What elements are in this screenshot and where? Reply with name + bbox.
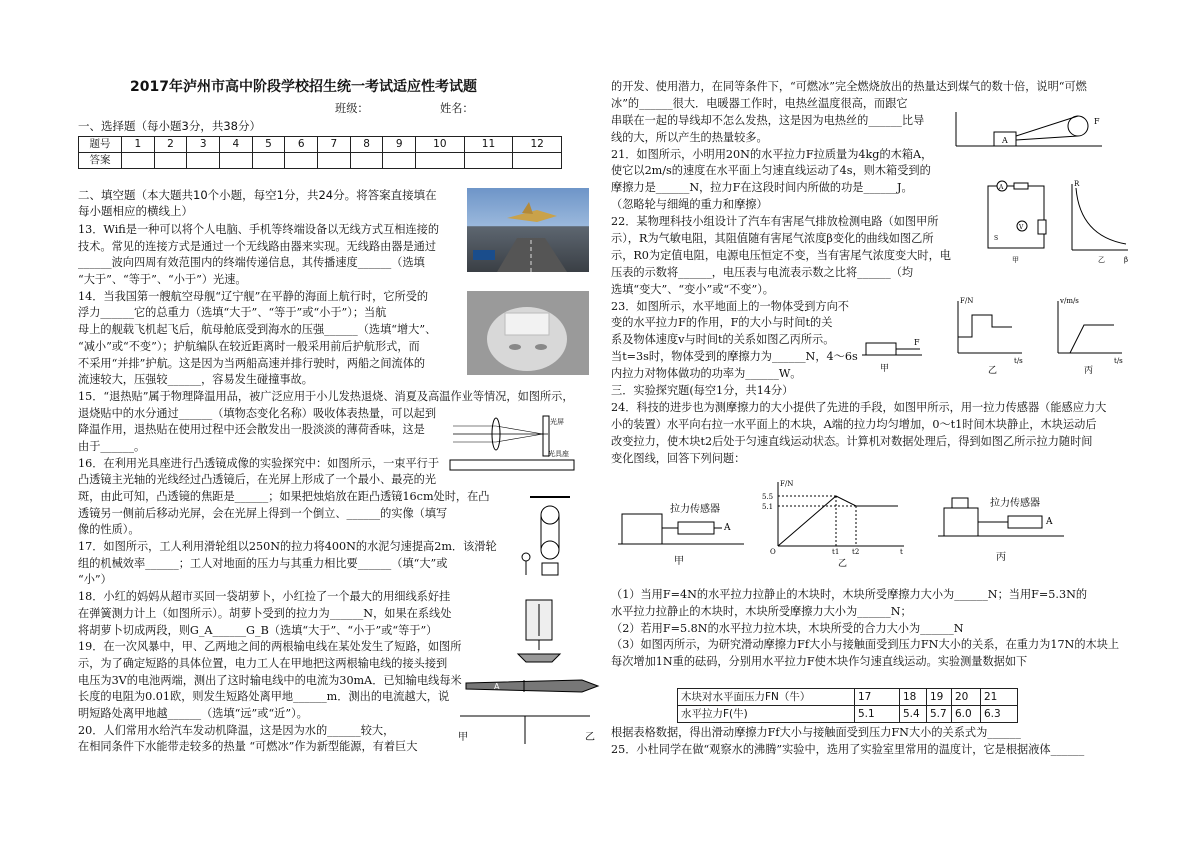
table-cell: 1 [122,137,155,153]
table-cell: 6 [285,137,318,153]
section-2-heading-line2: 每小题相应的横线上） [78,204,193,218]
section-1-heading: 一、选择题（每小题3分，共38分） [78,119,261,133]
text-line: 20．人们常用水给汽车发动机降温，这是因为水的______较大， [78,723,395,737]
table-cell: 5.7 [927,706,952,723]
text-line: 流速较大，压强较______，容易发生碰撞事故。 [78,373,313,387]
name-label: 姓名： [440,102,474,115]
text-line: 示，R0为定值电阻，电源电压恒定不变，当有害尾气浓度变大时，电 [611,248,951,262]
bench-label: 光具座 [548,450,569,458]
text-line: 14．当我国第一艘航空母舰“辽宁舰”在平静的海面上航行时，它所受的 [78,289,429,303]
force-time-graph [758,476,908,568]
row-label: 木块对水平面压力FN（牛） [678,689,855,706]
label-jia: 甲 [880,364,890,374]
optical-bench-figure [448,412,578,482]
answer-cell[interactable] [513,153,562,169]
page-title: 2017年泸州市高中阶段学校招生统一考试适应性考试题 [130,79,477,95]
t1-label: t1 [832,548,840,556]
t2-label: t2 [852,548,860,556]
box-pulley-figure [954,110,1104,156]
text-line: 斑，由此可知，凸透镜的焦距是______；如果把烛焰放在距凸透镜16cm处时，在凸 [78,490,490,503]
text-line: 19．在一次风暴中，甲、乙两地之间的两根输电线在某处发生了短路，如图所 [78,640,462,654]
label-bing: 丙 [996,552,1006,563]
text-line: （2）若用F=5.8N的水平拉力拉木块，木块所受的合力大小为______N [611,621,964,635]
answer-cell[interactable] [220,153,253,169]
table-cell: 8 [350,137,383,153]
answer-cell[interactable] [187,153,220,169]
text-line: 摩擦力是______N，拉力F在这段时间内所做的功是______J。 [611,181,913,195]
text-line: 由于______。 [78,439,146,453]
label-r: R [1074,180,1080,188]
text-line: （忽略轮与细绳的重力和摩擦） [611,198,768,212]
row-label: 水平拉力F(牛) [678,706,855,723]
table-cell: 9 [383,137,416,153]
answer-cell[interactable] [416,153,465,169]
answer-cell[interactable] [252,153,285,169]
label-beta: β [1124,256,1129,264]
table-cell: 11 [464,137,513,153]
text-line: （1）当用F=4N的水平拉力拉静止的木块时，木块所受摩擦力大小为______N；当用F=5.3N的 [611,588,1088,601]
text-line: 15．“退热贴”属于物理降温用品，被广泛应用于小儿发热退烧、消夏及高温作业等情况，如图所示， [78,389,574,403]
label-jia: 甲 [458,732,468,743]
table-cell: 5.4 [900,706,927,723]
text-line: ______波向四周有效范围内的终端传递信息，其传播速度______（选填 [78,256,425,270]
label-bing: 丙 [1084,366,1094,376]
table-cell: 6.0 [952,706,981,723]
text-line: 每次增加1N重的砝码，分别用水平拉力F使木块作匀速直线运动。实验测量数据如下 [611,655,1028,669]
axis-fn: F/N [960,297,974,305]
text-line: 电压为3V的电池两端，测出了这时输电线中的电流为30mA．已知输电线每米 [78,673,462,687]
aircraft-carrier-photo [467,188,589,272]
axis-vms: v/m/s [1060,297,1079,305]
answer-cell[interactable] [383,153,416,169]
pulley-figure [520,495,580,585]
label-a: A [1002,136,1008,145]
label-jia: 甲 [1012,256,1019,264]
text-line: 示），R为气敏电阻，其阻值随有害尾气浓度β变化的曲线如图乙所 [611,232,934,246]
answer-cell[interactable] [285,153,318,169]
sensor-setup-jia [618,480,748,570]
answer-cell[interactable] [318,153,351,169]
text-line: 技术。常见的连接方式是通过一个无线路由器来实现。无线路由器是通过 [78,239,437,253]
text-line: 22．某物理科技小组设计了汽车有害尾气排放检测电路（如图甲所 [611,215,939,229]
text-line: 13．Wifi是一种可以将个人电脑、手机等终端设备以无线方式互相连接的 [78,223,440,236]
table-cell: 19 [927,689,952,706]
table-cell: 2 [154,137,187,153]
row-label: 题号 [79,137,122,153]
circuit-and-graph-figure [982,178,1132,270]
answer-cell[interactable] [350,153,383,169]
section-2-heading-line1: 二、填空题（本大题共10个小题，每空1分，共24分。将答案直接填在 [78,188,437,202]
text-line: 21．如图所示，小明用20N的水平拉力F拉质量为4kg的木箱A， [611,147,933,161]
table-cell: 10 [416,137,465,153]
axis-ts: t/s [1014,357,1023,365]
text-line: 将胡萝卜切成两段，则G_A______G_B（选填“大于”、“小于”或“等于”） [78,623,438,637]
label-jia: 甲 [674,556,684,567]
text-line: “减小”或“不变”）；护航编队在较近距离时一般采用前后护航形式，而 [78,339,420,353]
text-line: 内拉力对物体做功的功率为______W。 [611,367,802,381]
text-line: 25．小杜同学在做“观察水的沸腾”实验中，选用了实验室里常用的温度计，它是根据液体______ [611,743,1085,756]
table-cell: 3 [187,137,220,153]
right-column-text-b [611,587,1131,671]
force-velocity-graphs [862,293,1152,379]
label-s: S [994,235,999,242]
table-cell: 5 [252,137,285,153]
text-line: 变化图线，回答下列问题： [611,451,746,465]
text-line: 16．在利用光具座进行凸透镜成像的实验探究中：如图所示，一束平行于 [78,456,440,470]
text-line: “小”） [78,573,112,587]
table-cell: 12 [513,137,562,153]
sensor-setup-bing [938,484,1068,570]
text-line: 明短路处离甲地越______（选填“远”或“近”）。 [78,706,308,720]
text-line: 变的水平拉力F的作用，F的大小与时间t的关 [611,316,833,330]
label-yi: 乙 [1098,256,1105,264]
text-line: 改变拉力，使木块t2后处于匀速直线运动状态。计算机对数据处理后，得到如图乙所示拉力随时间 [611,434,1093,448]
label-yi: 乙 [988,366,998,376]
table-cell: 20 [952,689,981,706]
text-line: 系及物体速度v与时间t的关系如图乙丙所示。 [611,333,835,347]
axis-t: t [900,548,903,556]
text-line: 在弹簧测力计上（如图所示）。胡萝卜受到的拉力为______N，如果在系线处 [78,606,452,620]
table-row [678,689,1018,706]
right-column-text-c [611,725,1131,759]
text-line: 三．实验探究题(每空1分，共14分） [611,384,794,398]
table-row [678,706,1018,723]
carrot-figure [464,675,600,697]
text-line: 长度的电阻为0.01欧，则发生短路处离甲地______m．测出的电流越大，说 [78,690,450,704]
text-line: 组的机械效率______；工人对地面的压力与其重力相比要______（填“大”或 [78,556,448,570]
text-line: 凸透镜主光轴的光线经过凸透镜后，在光屏上形成了一个最小、最亮的光 [78,473,437,487]
tick-55: 5.5 [762,493,774,501]
axis-ts-2: t/s [1114,357,1123,365]
text-line: 根据表格数据，得出滑动摩擦力Ff大小与接触面受到压力FN大小的关系式为______ [611,726,1021,739]
row-label: 答案 [79,153,122,169]
text-line: 选填“变大”、“变小”或“不变”）。 [611,282,774,296]
table-row [79,153,562,169]
text-line: 退烧贴中的水分通过______（填物态变化名称）吸收体表热量，可以起到 [78,406,437,420]
text-line: 使它以2m/s的速度在水平面上匀速直线运动了4s，则木箱受到的 [611,164,931,178]
text-line: 母上的舰载飞机起飞后，航母舱底受到海水的压强______（选填“增大”、 [78,323,437,337]
axis-fn: F/N [780,480,794,488]
table-cell: 5.1 [855,706,900,723]
text-line: 串联在一起的导线却不怎么发热，这是因为电热丝的______比导 [611,113,925,127]
text-line: 23．如图所示，水平地面上的一物体受到方向不 [611,299,849,313]
label-f: F [914,338,920,347]
text-line: 降温作用，退热贴在使用过程中还会散发出一股淡淡的薄荷香味，这是 [78,423,425,437]
class-label: 班级： [335,102,369,115]
origin-label: O [770,548,776,556]
answer-cell[interactable] [154,153,187,169]
label-v: V [1019,224,1024,231]
text-line: 当t=3s时，物体受到的摩擦力为______N，4～6s [611,350,858,364]
text-line: 浮力______它的总重力（选填“大于”、“等于”或“小于”）；当航 [78,306,387,320]
data-table [677,688,1018,723]
text-line: 透镜另一侧前后移动光屏，会在光屏上得到一个倒立、______的实像（填写 [78,506,448,520]
table-row [79,137,562,153]
text-line: 示，为了确定短路的具体位置，电力工人在甲地把这两根输电线的接头接到 [78,656,448,670]
table-cell: 17 [855,689,900,706]
label-yi: 乙 [585,732,595,743]
power-line-figure [445,710,605,750]
text-line: 在相同条件下水能带走较多的热量 “可燃冰”作为新型能源，有着巨大 [78,740,418,754]
text-line: 线的大，所以产生的热量较多。 [611,130,768,144]
text-line: 17．如图所示，工人利用滑轮组以250N的拉力将400N的水泥匀速提高2m．该滑轮 [78,540,497,554]
spring-scale-figure [510,598,570,670]
label-yi: 乙 [838,559,848,568]
text-line: 冰”的______很大．电暖器工作时，电热丝温度很高，而跟它 [611,96,908,110]
table-cell: 7 [318,137,351,153]
table-cell: 21 [981,689,1018,706]
tick-51: 5.1 [762,503,774,511]
text-line: 小的装置）水平向右拉一水平面上的木块，A端的拉力均匀增加，0～t1时间木块静止，木块运动后 [611,417,1097,431]
screen-label: 光屏 [550,418,564,426]
svg-text:A: A [999,184,1004,191]
sensor-label: 拉力传感器 [670,504,720,515]
text-line: 不采用“并排”护航。这是因为当两船高速并排行驶时，两船之间流体的 [78,356,426,370]
text-line: 水平拉力拉静止的木块时，木块所受摩擦力大小为______N； [611,604,912,618]
label-a: A [494,682,500,691]
text-line: 18．小红的妈妈从超市买回一袋胡萝卜，小红捡了一个最大的用细线系好挂 [78,590,451,604]
table-cell: 18 [900,689,927,706]
text-line: 24．科技的进步也为测摩擦力的大小提供了先进的手段，如图甲所示，用一拉力传感器（能感应力大 [611,400,1107,414]
text-line: 像的性质）。 [78,523,140,537]
label-a: A [1046,517,1053,527]
label-f: F [1094,117,1100,126]
answer-cell[interactable] [464,153,513,169]
sensor-label: 拉力传感器 [990,498,1040,509]
fever-patch-photo [467,291,589,375]
answer-cell[interactable] [122,153,155,169]
text-line: 压表的示数将______，电压表与电流表示数之比将______（均 [611,265,914,279]
text-line: “大于”、“等于”、“小于”）光速。 [78,273,247,287]
table-cell: 4 [220,137,253,153]
label-a: A [724,523,731,533]
text-line: （3）如图丙所示，为研究滑动摩擦力Ff大小与接触面受到压力FN大小的关系，在重力为17N的木块上 [611,638,1120,652]
table-cell: 6.3 [981,706,1018,723]
text-line: 的开发、使用潜力，在同等条件下，“可燃冰”完全燃烧放出的热量达到煤气的数十倍，说明“可燃 [611,80,1087,93]
answer-table [78,136,562,169]
